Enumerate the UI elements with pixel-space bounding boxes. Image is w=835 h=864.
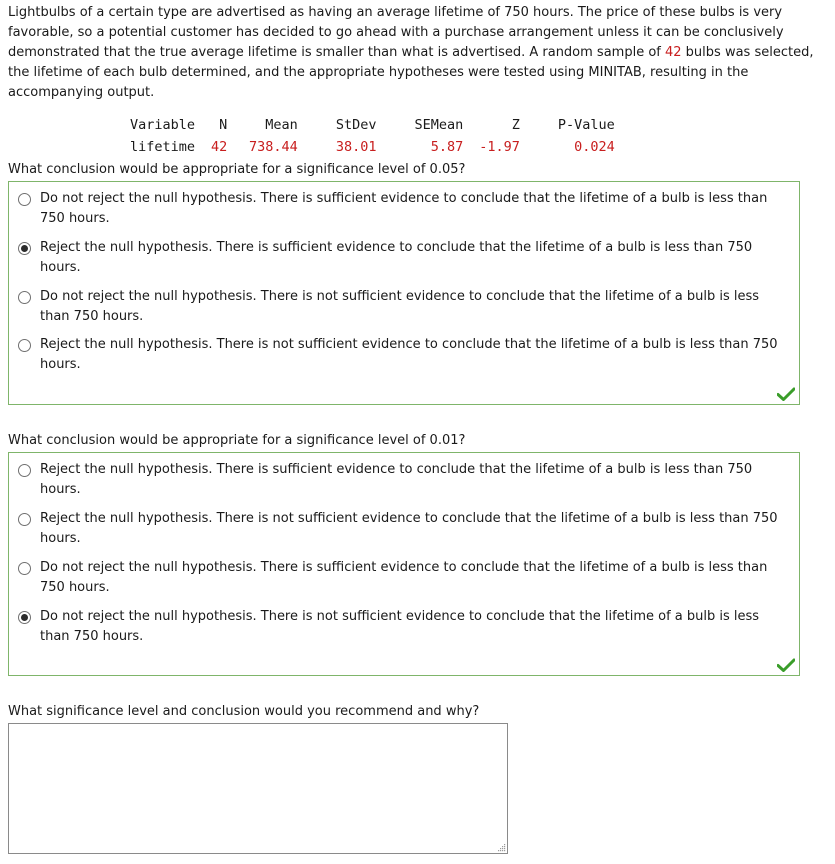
radio-button-selected[interactable] xyxy=(18,611,31,624)
cell-semean: 5.87 xyxy=(430,139,464,155)
header-stdev: StDev xyxy=(335,117,377,133)
q2-option-1[interactable] xyxy=(18,460,791,500)
radio-button[interactable] xyxy=(18,339,31,352)
question-3-prompt: What significance level and conclusion would you recommend and why? xyxy=(8,704,480,719)
q1-option-2[interactable] xyxy=(18,238,791,278)
q1-option-3[interactable] xyxy=(18,287,791,327)
cell-variable: lifetime xyxy=(130,139,196,155)
question-1-options xyxy=(8,181,800,405)
header-z: Z xyxy=(511,117,520,133)
option-label: Do not reject the null hypothesis. There is not sufficient evidence to conclude that the lifetime of a bulb is less than 750 hours. xyxy=(40,289,760,324)
table-row xyxy=(122,136,623,158)
q2-option-2[interactable] xyxy=(18,509,791,549)
option-label: Do not reject the null hypothesis. There is not sufficient evidence to conclude that the lifetime of a bulb is less than 750 hours. xyxy=(40,609,760,644)
option-label: Do not reject the null hypothesis. There is sufficient evidence to conclude that the lifetime of a bulb is less than 750 hours. xyxy=(40,560,768,595)
intro-text-2: bulbs was selected, the lifetime of each bulb determined, and the appropriate hypotheses were tested using MINITAB, resulting in the accompanying output. xyxy=(8,45,814,100)
question-2-options xyxy=(8,452,800,676)
check-icon xyxy=(777,387,795,401)
radio-button[interactable] xyxy=(18,513,31,526)
q2-option-3[interactable] xyxy=(18,558,791,598)
option-label: Do not reject the null hypothesis. There is sufficient evidence to conclude that the lifetime of a bulb is less than 750 hours. xyxy=(40,191,768,226)
radio-button-selected[interactable] xyxy=(18,242,31,255)
header-mean: Mean xyxy=(265,117,298,133)
radio-button[interactable] xyxy=(18,291,31,304)
cell-mean: 738.44 xyxy=(249,139,298,155)
radio-button[interactable] xyxy=(18,464,31,477)
problem-intro xyxy=(8,3,828,103)
minitab-output-table xyxy=(122,114,623,158)
sample-size-value: 42 xyxy=(665,45,682,60)
answer-textarea[interactable] xyxy=(8,723,508,854)
resize-grip-icon[interactable] xyxy=(496,842,506,852)
q2-option-4[interactable] xyxy=(18,607,791,647)
option-label: Reject the null hypothesis. There is not sufficient evidence to conclude that the lifetime of a bulb is less than 750 hours. xyxy=(40,337,778,372)
q1-option-1[interactable] xyxy=(18,189,791,229)
radio-button[interactable] xyxy=(18,193,31,206)
header-semean: SEMean xyxy=(414,117,464,133)
header-variable: Variable xyxy=(130,117,196,133)
header-n: N xyxy=(219,117,228,133)
radio-button[interactable] xyxy=(18,562,31,575)
header-p-value: P-Value xyxy=(557,117,615,133)
option-label: Reject the null hypothesis. There is sufficient evidence to conclude that the lifetime of a bulb is less than 750 hours. xyxy=(40,240,753,275)
cell-p-value: 0.024 xyxy=(574,139,615,155)
table-header-row xyxy=(122,114,623,136)
cell-z: -1.97 xyxy=(479,139,520,155)
q1-option-4[interactable] xyxy=(18,335,791,375)
question-1-prompt: What conclusion would be appropriate for a significance level of 0.05? xyxy=(8,162,466,177)
cell-stdev: 38.01 xyxy=(335,139,377,155)
question-2-prompt: What conclusion would be appropriate for a significance level of 0.01? xyxy=(8,433,466,448)
check-icon xyxy=(777,658,795,672)
option-label: Reject the null hypothesis. There is sufficient evidence to conclude that the lifetime of a bulb is less than 750 hours. xyxy=(40,462,753,497)
option-label: Reject the null hypothesis. There is not sufficient evidence to conclude that the lifetime of a bulb is less than 750 hours. xyxy=(40,511,778,546)
intro-text-1: Lightbulbs of a certain type are advertised as having an average lifetime of 750 hours. The price of these bulbs is very favorable, so a potential customer has decided to go ahead with a purchase arrangement unless it can be conclusively demonstrated that the true average lifetime is smaller than what is advertised. A random sample of xyxy=(8,5,784,60)
cell-n: 42 xyxy=(211,139,228,155)
